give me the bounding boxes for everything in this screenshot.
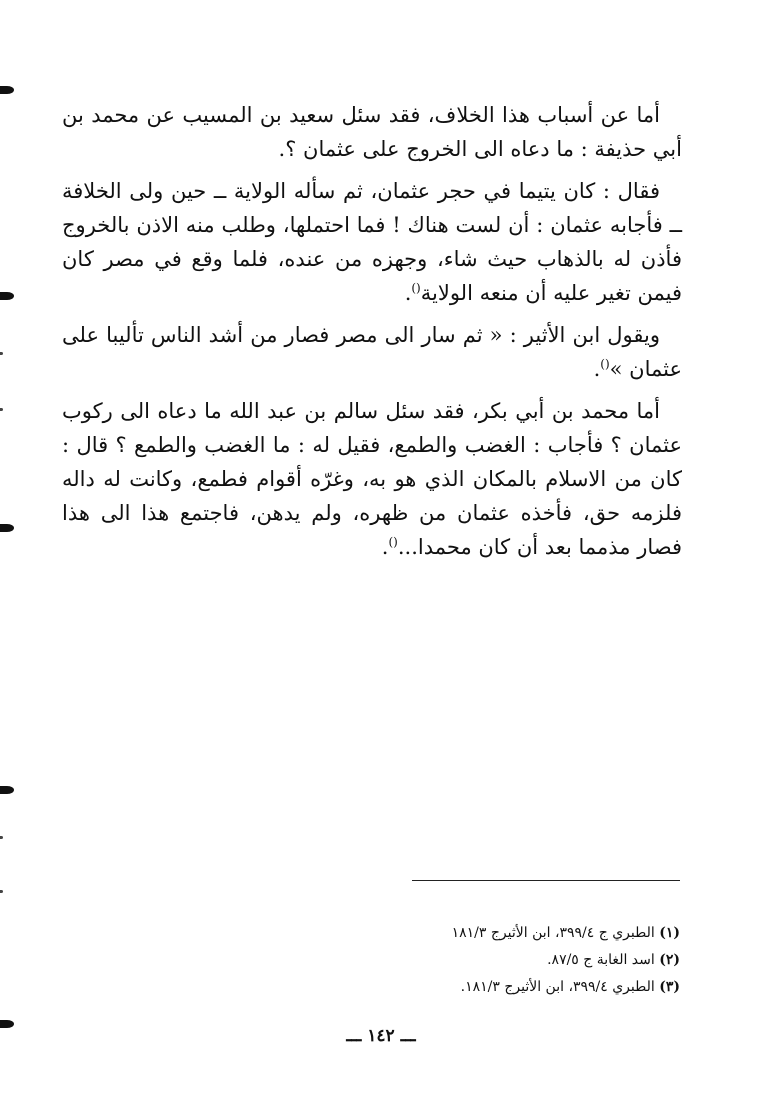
footnote-number: (٣) — [659, 979, 680, 995]
footnote-ref[interactable]: () — [411, 281, 421, 295]
scan-mark — [0, 352, 3, 355]
paragraph-text: أما عن أسباب هذا الخلاف، فقد سئل سعيد بن المسيب عن محمد بن أبي حذيفة : ما دعاه الى الخروج على عثمان ؟. — [62, 103, 682, 161]
footnote-ref[interactable]: () — [600, 357, 610, 371]
paragraph-text: فقال : كان يتيما في حجر عثمان، ثم سأله الولاية ــ حين ولى الخلافة ــ فأجابه عثمان : أن لست هناك ! فما احتملها، وطلب منه الاذن بالخروج فأذن له بالذهاب حيث شاء، وجهزه من عنده، فلما وقع في مصر كان فيمن تغير عليه أن منعه الولاية — [62, 179, 682, 305]
scan-mark — [0, 524, 14, 532]
paragraph: أما محمد بن أبي بكر، فقد سئل سالم بن عبد الله ما دعاه الى ركوب عثمان ؟ فأجاب : الغضب والطمع، فقيل له : ما الغضب والطمع ؟ قال : كان من الاسلام بالمكان الذي هو به، وغرّه أقوام فطمع، وكانت له داله فلزمه حق، فأخذه عثمان من ظهره، ولم يدهن، فاجتمع هذا الى هذا فصار مذمما بعد أن كان محمدا...(). — [62, 399, 682, 559]
scan-mark — [0, 292, 14, 300]
footnote-text: اسد الغابة ج ٨٧/٥. — [547, 952, 655, 968]
scan-mark — [0, 408, 3, 411]
paragraph-text: ويقول ابن الأثير : « ثم سار الى مصر فصار من أشد الناس تأليبا على عثمان » — [62, 323, 682, 381]
footnotes — [412, 920, 680, 1001]
body-text — [62, 98, 682, 572]
page-number: ـــ ١٤٢ ـــ — [346, 1026, 416, 1046]
footnote-ref[interactable]: () — [388, 535, 398, 549]
paragraph: فقال : كان يتيما في حجر عثمان، ثم سأله الولاية ــ حين ولى الخلافة ــ فأجابه عثمان : أن لست هناك ! فما احتملها، وطلب منه الاذن بالخروج فأذن له بالذهاب حيث شاء، وجهزه من عنده، فلما وقع في مصر كان فيمن تغير عليه أن منعه الولاية(). — [62, 179, 682, 305]
scan-mark — [0, 86, 14, 94]
footnote-text: الطبري ج ٣٩٩/٤، ابن الأثيرج ١٨١/٣ — [451, 925, 655, 941]
paragraph — [62, 98, 682, 166]
footnote — [412, 974, 680, 1001]
footnote-number: (٢) — [659, 952, 680, 968]
footnote-number: (١) — [659, 925, 680, 941]
scan-mark — [0, 786, 14, 794]
scan-mark — [0, 890, 3, 893]
paragraph-text: أما محمد بن أبي بكر، فقد سئل سالم بن عبد الله ما دعاه الى ركوب عثمان ؟ فأجاب : الغضب والطمع، فقيل له : ما الغضب والطمع ؟ قال : كان من الاسلام بالمكان الذي هو به، وغرّه أقوام فطمع، وكانت له داله فلزمه حق، فأخذه عثمان من ظهره، ولم يدهن، فاجتمع هذا الى هذا فصار مذمما بعد أن كان محمدا... — [62, 399, 682, 559]
footnote — [412, 947, 680, 974]
paragraph: ويقول ابن الأثير : « ثم سار الى مصر فصار من أشد الناس تأليبا على عثمان »(). — [62, 323, 682, 381]
footnote — [412, 920, 680, 947]
footnote-divider — [412, 880, 680, 881]
footnote-text: الطبري ٣٩٩/٤، ابن الأثيرج ١٨١/٣. — [460, 979, 655, 995]
scan-mark — [0, 836, 3, 839]
